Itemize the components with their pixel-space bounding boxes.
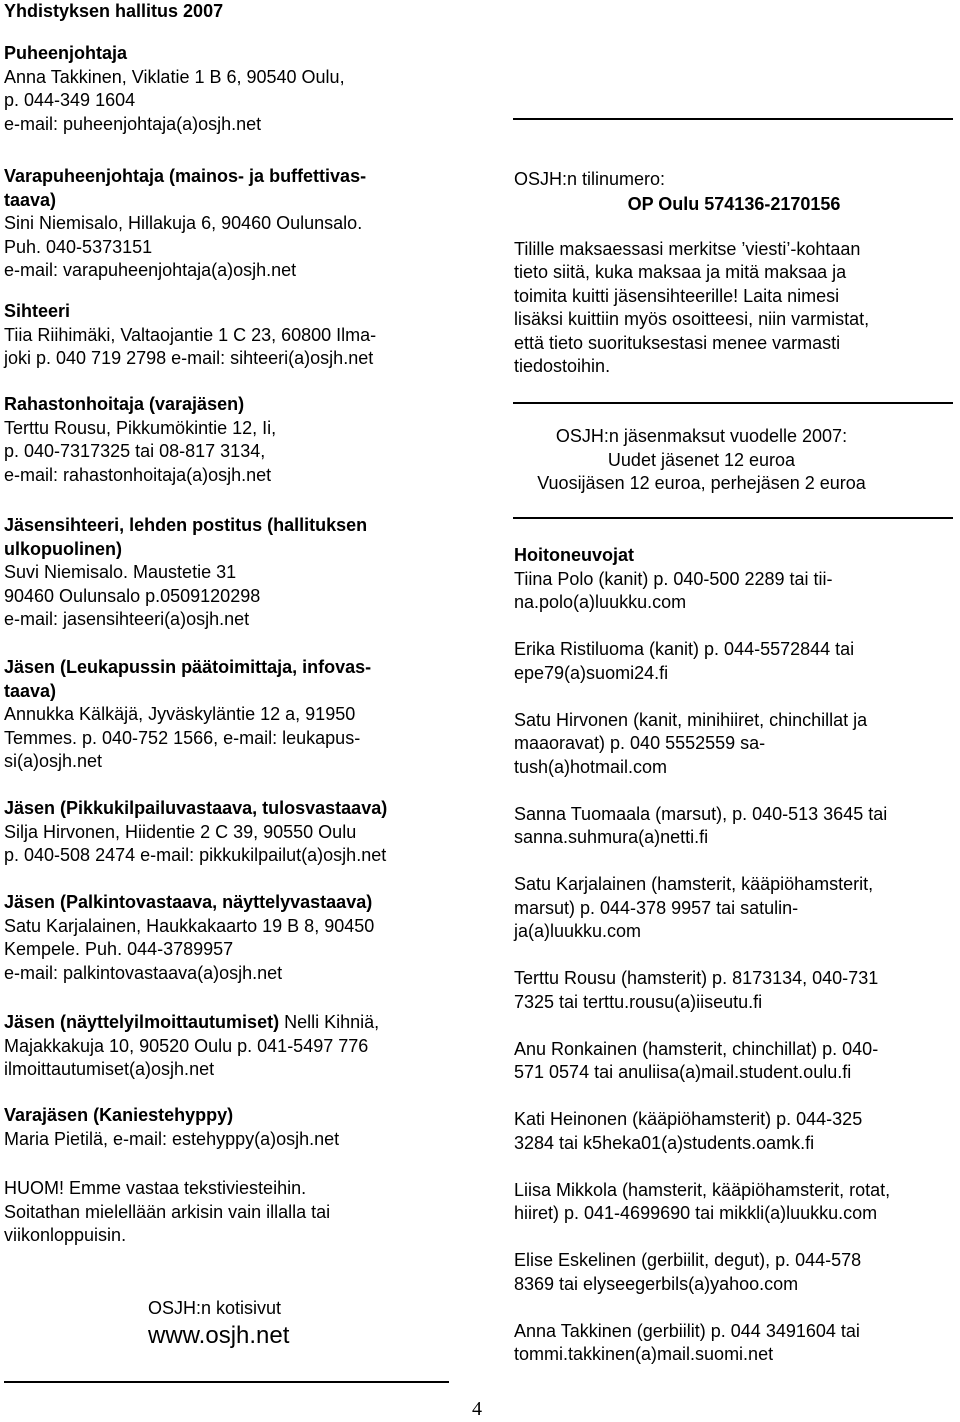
advisor-entry xyxy=(514,638,954,685)
contact-line: p. 040-508 2474 e-mail: pikkukilpailut(a)osjh.net xyxy=(4,845,387,865)
advisor-line: marsut) p. 044-378 9957 tai satulin- xyxy=(514,897,799,918)
advisor-line: Liisa Mikkola (hamsterit, kääpiöhamsterit, rotat, xyxy=(514,1179,891,1200)
contact-line: HUOM! Emme vastaa tekstiviesteihin. xyxy=(4,1178,307,1198)
contact-line: Tiia Riihimäki, Valtaojantie 1 C 23, 60800 Ilma- xyxy=(4,324,377,345)
role-heading-cont: ulkopuolinen) xyxy=(4,538,122,559)
fee-line: Uudet jäsenet 12 euroa xyxy=(607,449,796,470)
advisor-entry xyxy=(514,1249,954,1296)
contact-line: joki p. 040 719 2798 e-mail: sihteeri(a)osjh.net xyxy=(4,348,374,368)
contact-line: Silja Hirvonen, Hiidentie 2 C 39, 90550 Oulu xyxy=(4,821,357,842)
contact-line: p. 044-349 1604 xyxy=(4,90,136,110)
member-block xyxy=(4,300,474,371)
role-heading: Varajäsen (Kaniestehyppy) xyxy=(4,1105,234,1125)
account-note-line: tieto siitä, kuka maksaa ja mitä maksaa ja xyxy=(514,262,847,282)
account-note-line: toimita kuitti jäsensihteerille! Laita nimesi xyxy=(514,285,840,306)
advisor-line: na.polo(a)luukku.com xyxy=(514,592,687,612)
advisor-entry xyxy=(514,967,954,1014)
role-heading: Varapuheenjohtaja (mainos- ja buffettivas- xyxy=(4,166,367,186)
contact-line: Terttu Rousu, Pikkumökintie 12, Ii, xyxy=(4,417,277,438)
contact-line: Suvi Niemisalo. Maustetie 31 xyxy=(4,562,237,582)
advisor-line: Anu Ronkainen (hamsterit, chinchillat) p. 040- xyxy=(514,1038,879,1059)
member-block xyxy=(4,42,474,136)
care-heading: Hoitoneuvojat xyxy=(514,545,634,565)
contact-line: Maria Pietilä, e-mail: estehyppy(a)osjh.net xyxy=(4,1128,340,1149)
advisor-line: Terttu Rousu (hamsterit) p. 8173134, 040-731 xyxy=(514,968,879,988)
advisor-line: 8369 tai elyseegerbils(a)yahoo.com xyxy=(514,1273,799,1294)
advisor-entry xyxy=(514,803,954,850)
advisor-line: epe79(a)suomi24.fi xyxy=(514,662,669,683)
page-number: 4 xyxy=(472,1398,482,1420)
fee-line: OSJH:n jäsenmaksut vuodelle 2007: xyxy=(555,426,848,446)
contact-line: 90460 Oulunsalo p.0509120298 xyxy=(4,585,261,606)
advisor-line: Satu Hirvonen (kanit, minihiiret, chinchillat ja xyxy=(514,709,868,730)
role-heading xyxy=(4,1011,474,1035)
advisor-line: Sanna Tuomaala (marsut), p. 040-513 3645 tai xyxy=(514,803,888,824)
advisor-entry xyxy=(514,1320,954,1367)
advisor-entry xyxy=(514,568,954,615)
advisor-line: Erika Ristiluoma (kanit) p. 044-5572844 tai xyxy=(514,639,855,659)
advisor-line: Kati Heinonen (kääpiöhamsterit) p. 044-325 xyxy=(514,1109,863,1129)
contact-line: viikonloppuisin. xyxy=(4,1225,127,1245)
role-inline-text: Nelli Kihniä, xyxy=(279,1012,380,1032)
advisor-line: tommi.takkinen(a)mail.suomi.net xyxy=(514,1344,774,1364)
care-advisors xyxy=(514,544,954,1390)
advisor-entry xyxy=(514,1108,954,1155)
role-heading-cont: taava) xyxy=(4,680,57,701)
advisor-line: ja(a)luukku.com xyxy=(514,921,642,941)
role-heading: Rahastonhoitaja (varajäsen) xyxy=(4,394,245,414)
advisor-line: 3284 tai k5heka01(a)students.oamk.fi xyxy=(514,1132,815,1153)
advisor-line: 571 0574 tai anuliisa(a)mail.student.oulu.fi xyxy=(514,1062,852,1082)
member-block xyxy=(4,393,474,487)
advisor-line: Elise Eskelinen (gerbiilit, degut), p. 044-578 xyxy=(514,1250,862,1270)
account-label: OSJH:n tilinumero: xyxy=(514,169,666,189)
contact-line: e-mail: palkintovastaava(a)osjh.net xyxy=(4,962,283,983)
account-number: OP Oulu 574136-2170156 xyxy=(627,193,841,214)
contact-line: Majakkakuja 10, 90520 Oulu p. 041-5497 776 xyxy=(4,1035,369,1056)
advisor-entry xyxy=(514,1179,954,1226)
member-block xyxy=(4,891,474,985)
divider xyxy=(513,517,953,519)
member-block xyxy=(4,656,474,774)
divider xyxy=(4,1381,449,1383)
advisor-entry xyxy=(514,1038,954,1085)
advisor-line: Anna Takkinen (gerbiilit) p. 044 3491604 tai xyxy=(514,1320,860,1341)
advisor-line: tush(a)hotmail.com xyxy=(514,756,668,777)
advisor-line: maaoravat) p. 040 5552559 sa- xyxy=(514,733,766,753)
account-note-line: tiedostoihin. xyxy=(514,356,611,376)
divider xyxy=(513,402,953,404)
role-heading-cont: taava) xyxy=(4,189,57,210)
role-heading-text: Jäsen (näyttelyilmoittautumiset) xyxy=(4,1012,280,1032)
contact-line: Kempele. Puh. 044-3789957 xyxy=(4,939,234,959)
fee-line: Vuosijäsen 12 euroa, perhejäsen 2 euroa xyxy=(537,473,866,493)
advisor-line: sanna.suhmura(a)netti.fi xyxy=(514,827,709,847)
contact-line: si(a)osjh.net xyxy=(4,751,103,771)
contact-line: e-mail: rahastonhoitaja(a)osjh.net xyxy=(4,464,272,485)
contact-line: e-mail: puheenjohtaja(a)osjh.net xyxy=(4,113,262,134)
role-heading: Puheenjohtaja xyxy=(4,43,128,63)
contact-line: Sini Niemisalo, Hillakuja 6, 90460 Oulunsalo. xyxy=(4,213,363,233)
advisor-list xyxy=(514,568,954,1367)
page-title: Yhdistyksen hallitus 2007 xyxy=(4,1,224,21)
member-block xyxy=(4,1104,474,1151)
member-block xyxy=(4,1177,474,1248)
role-heading: Jäsen (Pikkukilpailuvastaava, tulosvastaava) xyxy=(4,798,388,818)
role-heading: Jäsensihteeri, lehden postitus (hallituksen xyxy=(4,515,368,535)
contact-line: Temmes. p. 040-752 1566, e-mail: leukapus- xyxy=(4,727,361,748)
contact-line: Annukka Kälkäjä, Jyväskyläntie 12 a, 91950 xyxy=(4,704,356,724)
advisor-entry xyxy=(514,709,954,780)
account-note xyxy=(514,238,954,379)
account-note-line: että tieto suorituksestasi menee varmasti xyxy=(514,332,841,353)
advisor-line: Tiina Polo (kanit) p. 040-500 2289 tai tii- xyxy=(514,568,833,589)
contact-line: Soitathan mielellään arkisin vain illalla tai xyxy=(4,1201,331,1222)
advisor-line: hiiret) p. 041-4699690 tai mikkli(a)luukku.com xyxy=(514,1203,878,1223)
contact-line: Puh. 040-5373151 xyxy=(4,236,153,257)
advisor-line: Satu Karjalainen (hamsterit, kääpiöhamsterit, xyxy=(514,874,874,894)
divider xyxy=(513,118,953,120)
advisor-entry xyxy=(514,873,954,944)
advisor-line: 7325 tai terttu.rousu(a)iiseutu.fi xyxy=(514,991,763,1012)
member-block xyxy=(4,797,474,868)
homepage-url: www.osjh.net xyxy=(148,1322,290,1349)
role-heading: Sihteeri xyxy=(4,301,71,321)
homepage-label: OSJH:n kotisivut xyxy=(148,1298,282,1318)
membership-fees xyxy=(514,425,889,496)
contact-line: Anna Takkinen, Viklatie 1 B 6, 90540 Oulu, xyxy=(4,66,345,87)
account-note-line: lisäksi kuittiin myös osoitteesi, niin varmistat, xyxy=(514,309,870,329)
account-note-line: Tilille maksaessasi merkitse ’viesti’-kohtaan xyxy=(514,238,861,259)
contact-line: e-mail: jasensihteeri(a)osjh.net xyxy=(4,609,250,629)
contact-line: p. 040-7317325 tai 08-817 3134, xyxy=(4,441,266,461)
member-block xyxy=(4,514,474,632)
contact-line: e-mail: varapuheenjohtaja(a)osjh.net xyxy=(4,260,297,280)
member-block xyxy=(4,1011,474,1082)
member-block xyxy=(4,165,474,283)
role-heading: Jäsen (Leukapussin päätoimittaja, infovas- xyxy=(4,657,372,677)
contact-line: ilmoittautumiset(a)osjh.net xyxy=(4,1059,215,1079)
account-section xyxy=(514,168,954,379)
role-heading: Jäsen (Palkintovastaava, näyttelyvastaava) xyxy=(4,892,373,912)
contact-line: Satu Karjalainen, Haukkakaarto 19 B 8, 90450 xyxy=(4,915,375,936)
